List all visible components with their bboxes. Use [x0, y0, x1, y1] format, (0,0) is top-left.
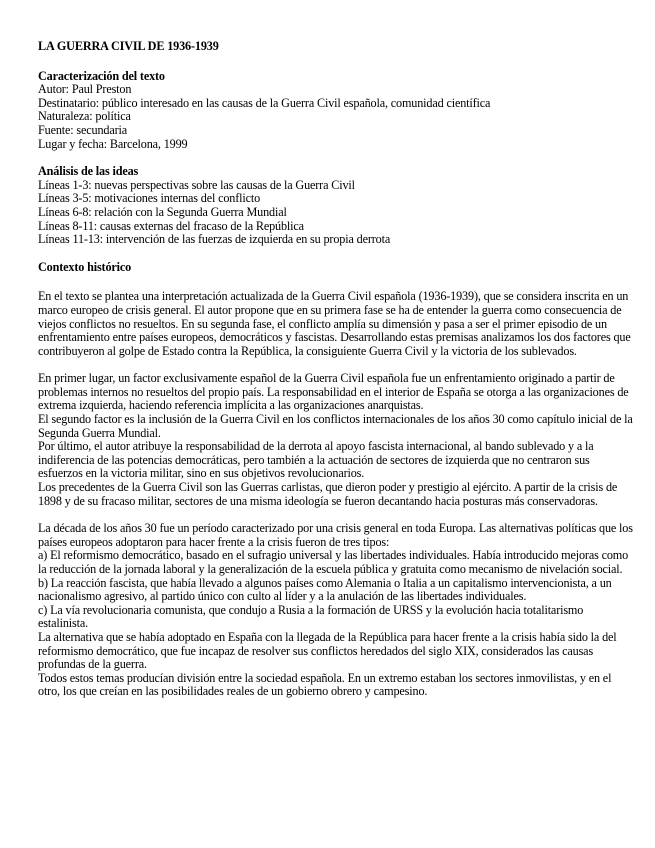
contexto-list-item: b) La reacción fascista, que había llevado a algunos países como Alemania o Italia a un capitalismo intervencionista, a un nacionalismo agresivo, al partido único con culto al líder y a la anulación de las libertades individuales.	[38, 575, 612, 604]
contexto-paragraph-group-3	[38, 522, 633, 699]
analisis-line: Líneas 3-5: motivaciones internas del conflicto	[38, 191, 261, 206]
contexto-paragraph: Por último, el autor atribuye la responsabilidad de la derrota al apoyo fascista internacional, al bando sublevado y a la indiferencia de las potencias democráticas, pero también a la actuación de sectores de izquierda que no centraron sus esfuerzos en la victoria militar, sino en sus objetivos revolucionarios.	[38, 439, 594, 481]
caracterizacion-line: Lugar y fecha: Barcelona, 1999	[38, 136, 188, 151]
analisis-line: Líneas 1-3: nuevas perspectivas sobre las causas de la Guerra Civil	[38, 177, 355, 192]
analisis-line: Líneas 6-8: relación con la Segunda Guerra Mundial	[38, 204, 287, 219]
caracterizacion-line: Autor: Paul Preston	[38, 82, 132, 97]
contexto-list-item: c) La vía revolucionaria comunista, que condujo a Rusia a la formación de URSS y la evolución hacia totalitarismo estalinista.	[38, 602, 584, 631]
contexto-paragraph: La alternativa que se había adoptado en España con la llegada de la República para hacer frente a la crisis había sido la del reformismo democrático, que fue incapaz de resolver sus conflictos heredados del siglo XIX, considerados las causas profundas de la guerra.	[38, 629, 617, 672]
contexto-paragraph: En primer lugar, un factor exclusivamente español de la Guerra Civil española fue un enfrentamiento originado a partir de problemas internos no resueltos del propio país. La responsabilidad en el interior de España se otorga a las organizaciones de extrema izquierda, haciendo referencia implícita a las organizaciones anarquistas.	[38, 371, 629, 413]
contexto-paragraph-group-2	[38, 372, 633, 508]
caracterizacion-section	[38, 70, 633, 152]
contexto-heading: Contexto histórico	[38, 259, 132, 274]
analisis-line: Líneas 11-13: intervención de las fuerzas de izquierda en su propia derrota	[38, 232, 391, 247]
contexto-paragraph: La década de los años 30 fue un período caracterizado por una crisis general en toda Europa. Las alternativas políticas que los países europeos adoptaron para hacer frente a la crisis fueron de tres tipos:	[38, 521, 633, 549]
contexto-paragraph: En el texto se plantea una interpretación actualizada de la Guerra Civil española (1936-1939), que se considera inscrita en un marco europeo de crisis general. El autor propone que en su primera fase se ha de entender la guerra como consecuencia de viejos conflictos no resueltos. En su segunda fase, el conflicto amplía su dimensión y pasa a ser el primer episodio de un enfrentamiento entre países europeos, democráticos y fascistas. Desarrollando estas premisas analizamos los dos factores que contribuyeron al golpe de Estado contra la República, la consiguiente Guerra Civil y la victoria de los sublevados.	[38, 289, 631, 358]
contexto-paragraph: Los precedentes de la Guerra Civil son las Guerras carlistas, que dieron poder y prestigio al ejército. A partir de la crisis de 1898 y de su fracaso militar, sectores de una misma ideología se fueron decantando hacia posturas más conservadoras.	[38, 480, 618, 508]
analisis-line: Líneas 8-11: causas externas del fracaso de la República	[38, 218, 304, 233]
analisis-heading: Análisis de las ideas	[38, 164, 139, 179]
contexto-paragraph: El segundo factor es la inclusión de la Guerra Civil en los conflictos internacionales de los años 30 como capítulo inicial de la Segunda Guerra Mundial.	[38, 412, 633, 440]
caracterizacion-heading: Caracterización del texto	[38, 68, 165, 83]
caracterizacion-line: Naturaleza: política	[38, 109, 131, 124]
contexto-paragraph: Todos estos temas producían división entre la sociedad española. En un extremo estaban los sectores inmovilistas, y en el otro, los que creían en las posibilidades reales de un gobierno obrero y campesino.	[38, 670, 612, 699]
contexto-list-item: a) El reformismo democrático, basado en el sufragio universal y las libertades individuales. Había introducido mejoras como la reducción de la jornada laboral y la generalización de la escuela pública y gratuita como mecanismo de nivelación social.	[38, 548, 629, 576]
contexto-paragraph-group-1	[38, 290, 633, 358]
caracterizacion-line: Fuente: secundaria	[38, 122, 128, 137]
document-title: LA GUERRA CIVIL DE 1936-1939	[38, 39, 219, 53]
caracterizacion-line: Destinatario: público interesado en las causas de la Guerra Civil española, comunidad científica	[38, 95, 491, 110]
analisis-section	[38, 165, 633, 247]
